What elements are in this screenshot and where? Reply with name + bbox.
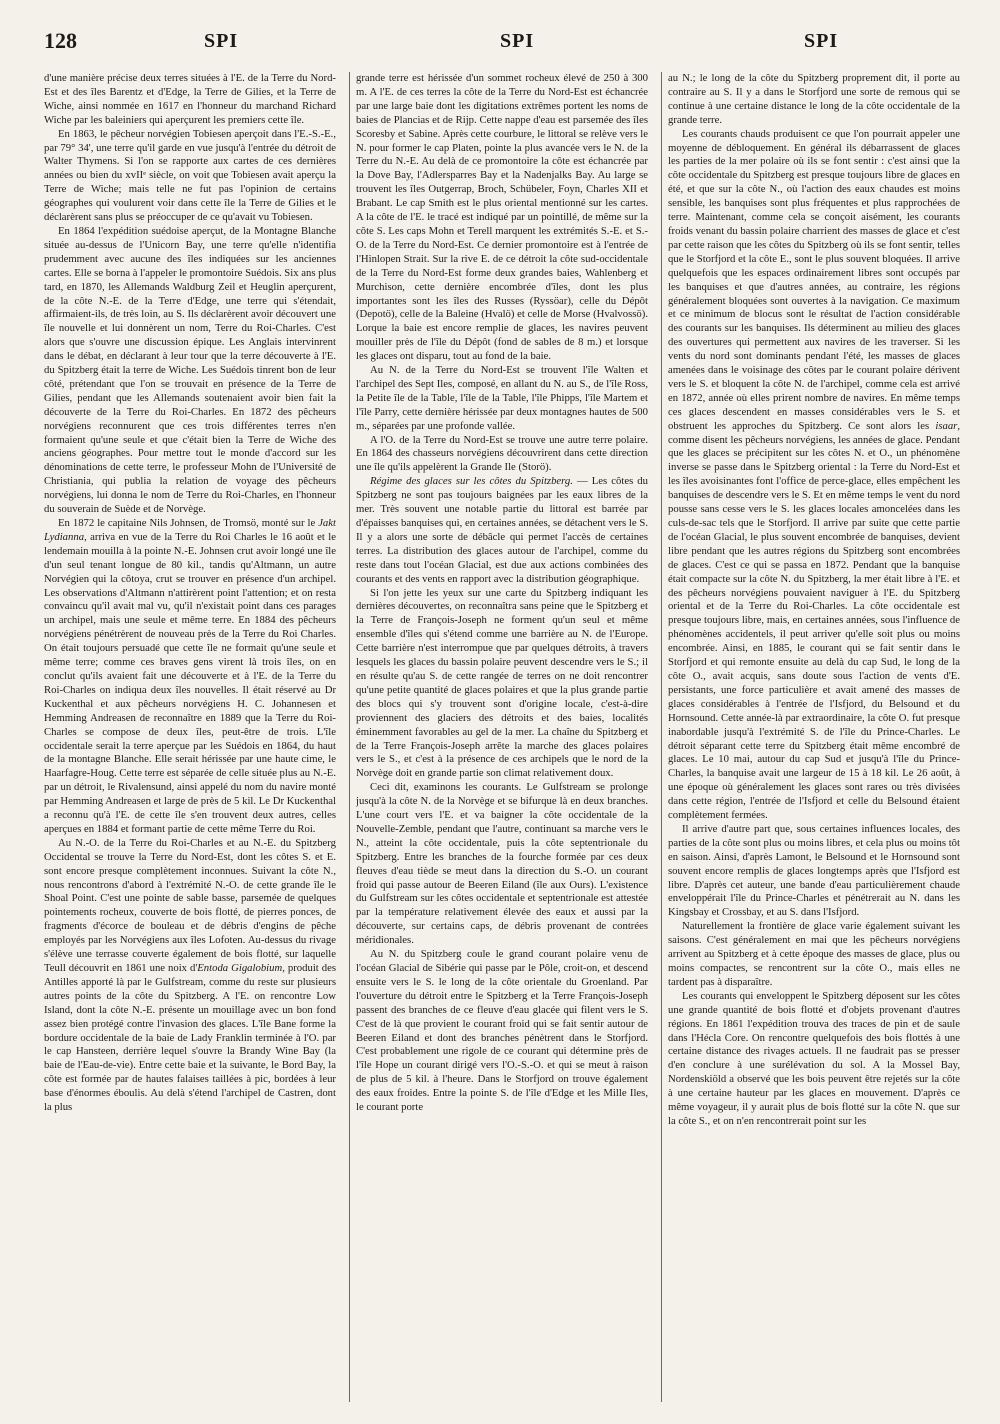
paragraph: au N.; le long de la côte du Spitzberg proprement dit, il porte au contraire au S. Il y a dans le Storfjord une sorte de remous qui se continue à une certaine distance le long de la côte occidentale de la grande terre. <box>668 72 960 126</box>
paragraph: Régime des glaces sur les côtes du Spitzberg. — Les côtes du Spitzberg ne sont pas toujours baignées par les eaux libres de la mer. Très souvent une notable partie du littoral est barrée par d'épaisses banquises qui, en certaines années, se détachent vers le S. Il y a alors une sorte de débâcle qui permet l'accès de certaines terres. La distribution des glaces autour de l'archipel, comme du reste dans tout l'océan Glacial, est due aux actions combinées des courants et des vents en rapport avec la distribution géographique. <box>356 475 648 585</box>
paragraph: Les courants qui enveloppent le Spitzberg déposent sur les côtes une grande quantité de bois flotté et d'objets provenant d'autres régions. En 1861 l'expédition trouva des traces de pin et de saule dans l'Hécla Core. On rencontre quelquefois des bois flottés à une certaine distance des rivages actuels. Il ne faudrait pas se presser d'en conclure à une surélévation du sol. A la Mossel Bay, Nordenskiöld a observé que les bois peuvent être rejetés sur la côte à une certaine hauteur par les glaces en mouvement. D'après ce même voyageur, il y aurait plus de bois flotté sur la côte N. que sur la côte S., et on n'en rencontrerait point sur les <box>668 989 960 1127</box>
dictionary-page <box>44 28 964 1408</box>
paragraph: Il arrive d'autre part que, sous certaines influences locales, des parties de la côte sont plus ou moins libres, et cela plus ou moins tôt en saison. Ainsi, d'après Lamont, le Belsound et le Hornsound sont souvent encore remplis de glaces longtemps après que l'Isfjord est libre. D'après cet auteur, une bande d'eau particulièrement chaude enveloppérait l'île du Prince-Charles et pénétrerait au N. dans les Kingsbay et Crossbay, et au S. dans l'Isfjord. <box>668 822 960 919</box>
column-divider <box>661 72 662 1402</box>
text-column-1 <box>44 72 336 1408</box>
paragraph: En 1863, le pêcheur norvégien Tobiesen aperçoit dans l'E.-S.-E., par 79° 34', une terre qu'il garde en vue jusqu'à l'entrée du détroit de Walter Thymens. Si l'on se rapporte aux cartes de ces dernières années ou bien du xvIIᵉ siècle, on voit que Tobiesen avait aperçu la Terre de Wiche; mais telle ne fut pas l'opinion de certains géographes qui voulurent voir dans cette île la Terre de Gilies et le déclarèrent sans plus se préoccuper de ce qu'avait vu Tobiesen. <box>44 127 336 224</box>
paragraph: Si l'on jette les yeux sur une carte du Spitzberg indiquant les dernières découvertes, on reconnaîtra sans peine que le Spitzberg et la Terre de François-Joseph ne forment qu'un seul et même ensemble d'îles qui s'étend comme une barrière au N. de l'Europe. Cette barrière n'est interrompue que par quelques détroits, à travers lesquels les glaces du bassin polaire peuvent descendre vers le S.; il en résulte qu'au S. de cette rangée de terres on ne doit rencontrer qu'une petite quantité de glaces polaires et que la plus grande partie des blocs qui s'y trouvent sont d'origine locale, c'est-à-dire proviennent des glaciers des détroits et des baies, localités éminemment favorables au gel de la mer. La chaîne du Spitzberg et de la Terre François-Joseph arrête la marche des glaces polaires vers le S., et c'est à la présence de ces archipels que le nord de la Norvège doit en grande partie son climat relativement doux. <box>356 586 648 780</box>
paragraph: A l'O. de la Terre du Nord-Est se trouve une autre terre polaire. En 1864 des chasseurs norvégiens découvrirent dans cette direction une île qu'ils appelèrent la Grande Ile (Storö). <box>356 433 648 474</box>
text-column-2 <box>356 72 648 1408</box>
paragraph: Au N. du Spitzberg coule le grand courant polaire venu de l'océan Glacial de Sibérie qui passe par le Pôle, croit-on, et descend ensuite vers le S. le long de la côte orientale du Groenland. Par l'ouverture du détroit entre le Spitzberg et la Terre François-Joseph passent des branches de ce fleuve d'eau glacée qui filent vers le S. C'est de là que provient le courant froid qui se fait sentir autour de Beeren Eiland et dont des branches pénètrent dans le Storfjord. C'est probablement une rigole de ce courant qui détermine près de l'île Hope un courant dirigé vers l'O.-S.-O. et qui se meut à raison de plus de 5 kil. à l'heure. Dans le Storfjord on trouve également des eaux froides. Entre la pointe S. de l'île d'Edge et les Mille Iles, le courant porte <box>356 948 648 1114</box>
running-head-left: SPI <box>204 30 239 52</box>
paragraph: d'une manière précise deux terres situées à l'E. de la Terre du Nord-Est et des îles Barentz et d'Edge, la Terre de Gilies, et la Terre de Wiche, ainsi nommée en 1617 en l'honneur du marchand Richard Wiche par les baleiniers qui aperçurent les premiers cette île. <box>44 72 336 126</box>
running-head-center: SPI <box>500 30 535 52</box>
paragraph: Ceci dit, examinons les courants. Le Gulfstream se prolonge jusqu'à la côte N. de la Norvège et se bifurque là en deux branches. L'une court vers l'E. et va baigner la côte occidentale de la Nouvelle-Zemble, pendant que l'autre, continuant sa marche vers le N., atteint la côte occidentale, puis la côte septentrionale du Spitzberg. Entre les branches de la fourche formée par ces deux fleuves d'eau tiède se meut dans la direction du S.-O. un courant froid qui passe autour de Beeren Eiland (île aux Ours). L'existence du Gulfstream sur les côtes occidentale et septentrionale est attestée par la température relativement élevée des eaux et aussi par la découverte, sur certains caps, de débris provenant de contrées méridionales. <box>356 781 648 947</box>
page-header <box>44 28 964 62</box>
paragraph: Naturellement la frontière de glace varie également suivant les saisons. C'est généralement en mai que les pêcheurs norvégiens arrivent au Spitzberg et à cette époque des masses de glace, plus ou moins compactes, se rencontrent sur la côte O., mais elles ne tardent pas à disparaître. <box>668 920 960 988</box>
paragraph: Au N.-O. de la Terre du Roi-Charles et au N.-E. du Spitzberg Occidental se trouve la Terre du Nord-Est, dont les côtes S. et E. sont encore presque complètement inconnues. Suivant la côte N., nous rencontrons d'abord à l'extrémité N.-O. de cette grande île le Shoal Point. C'est une pointe de sable basse, parsemée de quelques pointements rocheux, couverte de bois flotté, de pierres ponces, de fragments d'écorce de bouleau et de débris d'engins de pêche employés par les Norvégiens aux îles Lofoten. Au-dessus du rivage s'élève une terrasse couverte également de bois flotté, sur laquelle Teull découvrit en 1861 une noix d'Entoda Gigalobium, produit des Antilles apporté là par le Gulfstream, comme du reste sur plusieurs autres points de la côte du Spitzberg. A l'E. on rencontre Low Island, dont la côte N.-E. présente un mouillage avec un bon fond assez bien protégé contre l'invasion des glaces. L'île Bane forme la bordure occidentale de la baie de Lady Franklin terminée à l'O. par le cap Hansteen, derrière lequel s'ouvre la Brandy Wine Bay (la baie de l'Eau-de-vie). Entre cette baie et la suivante, le Bord Bay, la côte est formée par de hautes falaises taillées à pic, bordées à leur base d'énormes éboulis. Au delà s'étend l'archipel de Castren, dont la plus <box>44 836 336 1114</box>
running-head-right: SPI <box>804 30 839 52</box>
paragraph: En 1864 l'expédition suédoise aperçut, de la Montagne Blanche située au-dessus de l'Unicorn Bay, une terre qu'elle n'identifia prudemment avec aucune des îles indiquées sur les anciennes cartes. Elle se borna à l'appeler le promontoire Suédois. Six ans plus tard, en 1870, les Allemands Waldburg Zeil et Heuglin aperçurent, de la côte N.-E. de la Terre d'Edge, une terre qui s'étendait, affirmaient-ils, de très loin, au S. Ils déclarèrent avoir découvert une île nouvelle et lui donnèrent un nom, Terre du Roi-Charles. C'est alors que s'ouvre une discussion épique. Les Anglais intervinrent dans le débat, en déclarant à leur tour que la terre découverte à l'E. du Spitzberg était la terre de Wiche. Les Suédois tinrent bon de leur côté, prétendant que l'on se trouvait en présence de la Terre de Gilies, pendant que les Allemands soutenaient avoir bien fait la découverte de la Terre du Roi-Charles. En 1872 des pêcheurs norvégiens reconnurent que ces trois différentes terres n'en formaient qu'une seule et que c'était bien la Terre de Wiche des anciens géographes. Pour mettre tout le monde d'accord sur les dénominations de cette terre, le professeur Mohn de l'Université de Christiania, qui publia la relation de voyage des pêcheurs norvégiens, lui donna le nom de Terre du Roi-Charles, en l'honneur du souverain de Suède et de Norvège. <box>44 224 336 516</box>
text-columns <box>44 72 964 1408</box>
page-number: 128 <box>44 28 77 53</box>
column-divider <box>349 72 350 1402</box>
text-column-3 <box>668 72 960 1408</box>
paragraph: En 1872 le capitaine Nils Johnsen, de Tromsö, monté sur le Jakt Lydianna, arriva en vue de la Terre du Roi Charles le 16 août et le lendemain mouilla à la pointe N.-E. Johnsen crut avoir longé une île d'un seul tenant longue de 80 kil., tandis qu'Altmann, un autre Norvégien qui la côtoya, crut se trouver en présence d'un archipel. Les observations d'Altmann n'attirèrent point l'attention; et on resta convaincu qu'il avait mal vu, qu'il n'existait point dans ces parages un archipel, mais une seule et même terre. En 1884 des pêcheurs norvégiens pénétrèrent de nouveau près de la Terre du Roi Charles. On était toujours persuadé que cette île ne formait qu'une seule et même terre; comme ces braves gens virent là trois îles, on en conclut qu'ils avaient fait une découverte et à l'E. de la Terre du Roi-Charles on indiqua deux îles nouvelles. Il était réservé au Dr Kuckenthal et aux pêcheurs norvégiens H. C. Johannesen et Hemming Andreasen de reconnaître en 1889 que la Terre du Roi-Charles se compose de deux îles, peut-être de trois. L'île occidentale serait la terre aperçue par les Suédois en 1864, du haut de la montagne Blanche. Elle serait hérissée par une haute cime, le Haarfagre-Houg. Cette terre est séparée de celle située plus au N.-E. par un détroit, le Rivalensund, ainsi appelé du nom du navire monté par Hemming Andreasen et large de près de 5 kil. Le Dr Kuckenthal a reconnu qu'à l'E. de cette île s'en trouvent deux autres, celles aperçues en 1884 et formant partie de cette même Terre du Roi. <box>44 517 336 835</box>
paragraph: Au N. de la Terre du Nord-Est se trouvent l'île Walten et l'archipel des Sept Iles, composé, en allant du N. au S., de l'île Ross, la Petite île de la Table, l'île de la Table, l'île Phipps, l'île Martem et l'île Parry, cette dernière hérissée par deux montagnes hautes de 500 m., séparées par une profonde vallée. <box>356 364 648 432</box>
paragraph: grande terre est hérissée d'un sommet rocheux élevé de 250 à 300 m. A l'E. de ces terres la côte de la Terre du Nord-Est est échancrée par une large baie dont les digitations extrêmes portent les noms de baies de Plancias et de Rijp. Cette nappe d'eau est parsemée des îles Scoresby et Sabine. Après cette courbure, le littoral se relève vers le N. pour former le cap Platen, pointe la plus avancée vers le N. de la Terre du N.-E. Au delà de ce promontoire la côte est échancrée par la Dove Bay, l'Adlersparres Bay et la Nadenjalks Bay. Au large se trouvent les îles Outgerrap, Broch, Schübeler, Foyn, Charles XII et Brabant. Le cap Smith est le plus oriental mentionné sur les cartes. A la côte de l'E. le tracé est indiqué par un pointillé, de même sur la côte S. Les caps Mohn et Terell marquent les extrémités S.-E. et S.-O. de la Terre du Nord-Est. Ce dernier promontoire est à l'entrée de l'Hinlopen Strait. Sur la rive E. de ce détroit la côte sud-occidentale de la Terre du Nord-Est forme deux grandes baies, Wahlenberg et Murchison, cette dernière encombrée d'îles, dont les plus importantes sont les îles des Russes (Ryssöar), celle du Dépôt (Depotö), celle de la Baleine (Hvalö) et celle de Morse (Hvalvossö). Lorque la baie est encore remplie de glaces, les navires peuvent mouiller près de l'île du Dépôt (fond de sables de 8 m.) et lorsque les glaces ont disparu, tout au fond de la baie. <box>356 72 648 363</box>
paragraph: Les courants chauds produisent ce que l'on pourrait appeler une moyenne de débloquement. En général ils débarrassent de glaces les parties de la mer polaire où ils se font sentir : c'est ainsi que la côte occidentale du Spitzberg est presque toujours libre de glaces en été, et que sur la côte N., où l'action des eaux chaudes est moins sensible, les banquises sont plus fréquentes et plus rapprochées de terre. Maintenant, comme cela se conçoit aisément, les courants froids venant du bassin polaire charrient des masses de glace et c'est par cette raison que les côtes du Spitzberg où ils se font sentir, telles que le Storfjord et la côte E., sont le plus souvent bloquées. Il arrive quelquefois que les espaces ordinairement libres sont occupés par les banquises et que d'autres années, au contraire, les régions généralement bloquées sont ouvertes à la navigation. Ce maximum et ce minimum de blocus sont le résultat de l'action considérable des courants sur les banquises. Ils déterminent au milieu des glaces des ouvertures qui permettent aux navires de les traverser. Si les vents du nord sont dominants pendant l'été, les masses de glaces amenées dans le voisinage des côtes par le courant polaire dérivent vers le S. et bloquent la côte N. de l'archipel, comme cela est arrivé en 1872, année où elles prirent nombre de navires. En même temps ces glaces descendent en masses considérables vers le S. et obstruent les approches du Spitzberg. Ce sont alors les isaar, comme disent les pêcheurs norvégiens, les années de glace. Pendant que les glaces se précipitent sur les côtes N. et O., un phénomène inverse se passe dans le Spitzberg oriental : la Terre du Nord-Est et les îles avoisinantes font l'office de perce-glace, elles empêchent les banquises de descendre vers le S. Et en même temps le vent du nord pousse sans cesse vers le S. les glaces locales amoncelées dans les culs-de-sac tels que le Storfjord. Il arrive par suite que cette partie de l'océan Glacial, le plus souvent encombrée de banquises, devient libre pendant que les autres régions du Spitzberg sont encombrées de glaces. C'est ce qui se passa en 1872. Pendant que la banquise était compacte sur la côte N. du Spitzberg, la mer était libre à l'E. et des pêcheurs norvégiens pouvaient naviguer à l'E. du Spitzberg oriental et de la Terre du Roi-Charles. La côte occidentale est presque toujours libre, mais, en certaines années, sous l'influence de phénomènes accidentels, il peut arriver qu'elle soit plus ou moins encombrée. Ainsi, en 1885, le courant qui se fait sentir dans le Storfjord et qui remonte ensuite au delà du cap Sud, le long de la côte O., avait acquis, sans doute sous l'action de vents d'E. persistants, une force particulière et avait amené des masses de glaces considérables à l'entrée de l'Isfjord, du Belsound et du Hornsound. Cette année-là par extraordinaire, la côte O. fut presque inabordable jusqu'à l'extrémité S. de l'île du Prince-Charles. Le détroit séparant cette terre du Spitzberg était même encombré de glaces. Le 10 mai, autour du cap Sud et jusqu'à l'île du Prince-Charles, la banquise avait une largeur de 15 à 18 kil. Le 26 août, à une époque où généralement les glaces sont rares ou très divisées dans cette région, l'entrée de l'Isfjord et celle du Belsound étaient complètement fermées. <box>668 127 960 822</box>
